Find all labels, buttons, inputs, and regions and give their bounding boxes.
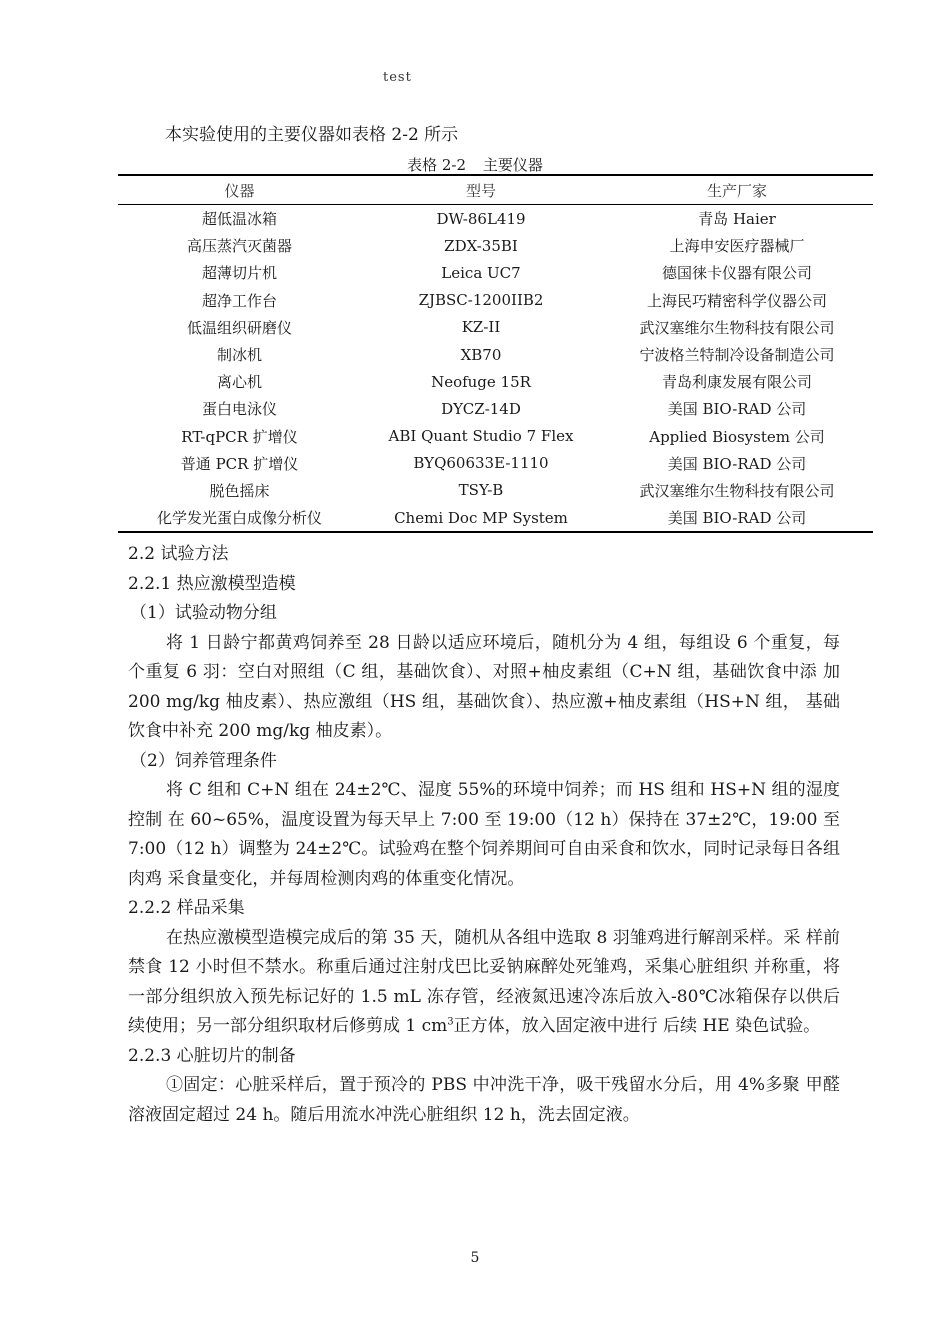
page-header: test <box>383 70 412 85</box>
table-row <box>118 341 873 368</box>
manufacturer-cell: 美国 BIO-RAD 公司 <box>601 504 873 532</box>
table-caption <box>0 154 950 175</box>
paragraph-fixation: ①固定：心脏采样后，置于预冷的 PBS 中冲洗干净，吸干残留水分后，用 4%多聚 甲醛溶液固定超过 24 h。随后用流水冲洗心脏组织 12 h，洗去固定液。 <box>128 1075 840 1125</box>
column-header-manufacturer: 生产厂家 <box>601 175 873 205</box>
paragraph-sample-collection <box>128 924 840 1042</box>
table-row <box>118 287 873 314</box>
model-cell: KZ-II <box>461 318 501 337</box>
instrument-cell: 离心机 <box>216 373 262 392</box>
instrument-cell: 制冰机 <box>216 346 262 365</box>
model-cell: Leica UC7 <box>441 263 521 282</box>
instrument-cell: 普通 PCR 扩增仪 <box>180 454 299 473</box>
manufacturer-cell: 武汉塞维尔生物科技有限公司 <box>639 481 835 500</box>
table-row <box>118 232 873 259</box>
section-heading-2-2: 2.2 试验方法 <box>128 544 229 564</box>
table-body <box>118 205 873 533</box>
model-cell: Chemi Doc MP System <box>361 504 601 532</box>
instrument-cell: RT-qPCR 扩增仪 <box>181 427 298 446</box>
model-cell: ZDX-35BI <box>444 236 518 255</box>
model-cell: DYCZ-14D <box>441 399 521 418</box>
paragraph-feeding-conditions: 将 C 组和 C+N 组在 24±2℃、湿度 55%的环境中饲养；而 HS 组和 HS+N 组的湿度控制 在 60~65%，温度设置为每天早上 7:00 至 19:00（12 h）保持在 37±2℃，19:00 至 7:00（12 h）调整为 24±2℃。试验鸡在整个饲养期间可自由采食和饮水，同时记录每日各组肉鸡 采食量变化，并每周检测肉鸡的体重变化情况。 <box>128 780 840 889</box>
section-heading-2-2-1: 2.2.1 热应激模型造模 <box>128 573 296 594</box>
section-heading-2-2-2: 2.2.2 样品采集 <box>128 898 245 918</box>
manufacturer-cell: 青岛 Haier <box>698 210 776 229</box>
section-heading-2-2-3: 2.2.3 心脏切片的制备 <box>128 1045 296 1066</box>
instrument-cell: 高压蒸汽灭菌器 <box>186 237 292 256</box>
superscript-cube: 3 <box>447 1016 454 1028</box>
model-cell: ZJBSC-1200IIB2 <box>418 291 544 310</box>
document-body <box>128 540 840 1130</box>
model-cell: XB70 <box>460 345 502 364</box>
model-cell: TSY-B <box>458 481 504 500</box>
instrument-cell: 化学发光蛋白成像分析仪 <box>118 504 361 532</box>
table-row <box>118 504 873 532</box>
table-row <box>118 314 873 341</box>
intro-sentence: 本实验使用的主要仪器如表格 2-2 所示 <box>165 125 459 145</box>
paragraph-animal-grouping: 将 1 日龄宁都黄鸡饲养至 28 日龄以适应环境后，随机分为 4 组，每组设 6 个重复，每 个重复 6 羽：空白对照组（C 组，基础饮食）、对照+柚皮素组（C+N 组，基础饮食中添 加 200 mg/kg 柚皮素）、热应激组（HS 组，基础饮食）、热应激+柚皮素组（HS+N 组， 基础饮食中补充 200 mg/kg 柚皮素）。 <box>128 632 840 741</box>
model-cell: ABI Quant Studio 7 Flex <box>388 427 574 446</box>
table-caption-number: 表格 2-2 <box>407 156 467 174</box>
instrument-cell: 超薄切片机 <box>201 264 277 283</box>
table-header-row <box>118 175 873 205</box>
model-cell: BYQ60633E-1110 <box>413 454 549 473</box>
table-row <box>118 205 873 233</box>
instrument-cell: 超净工作台 <box>201 291 277 310</box>
manufacturer-cell: 德国徕卡仪器有限公司 <box>661 264 812 283</box>
table-row <box>118 477 873 504</box>
table-row <box>118 450 873 477</box>
manufacturer-cell: 上海民巧精密科学仪器公司 <box>646 291 827 310</box>
instrument-cell: 低温组织研磨仪 <box>186 318 292 337</box>
model-cell: Neofuge 15R <box>431 372 531 391</box>
instrument-cell: 脱色摇床 <box>209 481 270 500</box>
sample-collection-text-b: 正方体，放入固定液中进行 后续 HE 染色试验。 <box>453 1016 821 1036</box>
subheading-feeding-conditions: （2）饲养管理条件 <box>130 750 277 771</box>
table-row <box>118 368 873 395</box>
table-row <box>118 395 873 422</box>
sample-collection-text-a: 在热应激模型造模完成后的第 35 天，随机从各组中选取 8 羽雏鸡进行解剖采样。采 样前禁食 12 小时但不禁水。称重后通过注射戊巴比妥钠麻醉处死雏鸡，采集心脏组织 并称重，将一部分组织放入预先标记好的 1.5 mL 冻存管，经液氮迅速冷冻后放入-80℃冰箱保存以供后续使用；另一部分组织取材后修剪成 1 cm <box>128 927 840 1036</box>
table-caption-title: 主要仪器 <box>482 156 543 174</box>
page-number: 5 <box>470 1250 480 1266</box>
manufacturer-cell: 上海申安医疗器械厂 <box>669 237 805 256</box>
table-row <box>118 259 873 286</box>
instrument-cell: 超低温冰箱 <box>201 210 277 229</box>
instrument-table <box>118 174 873 533</box>
instrument-cell: 蛋白电泳仪 <box>201 400 277 419</box>
column-header-instrument: 仪器 <box>118 175 361 205</box>
manufacturer-cell: 美国 BIO-RAD 公司 <box>667 400 807 419</box>
subheading-animal-grouping: （1）试验动物分组 <box>130 603 277 623</box>
manufacturer-cell: 宁波格兰特制冷设备制造公司 <box>639 346 835 365</box>
manufacturer-cell: Applied Biosystem 公司 <box>649 427 825 446</box>
manufacturer-cell: 武汉塞维尔生物科技有限公司 <box>639 318 835 337</box>
model-cell: DW-86L419 <box>436 209 526 228</box>
manufacturer-cell: 美国 BIO-RAD 公司 <box>667 454 807 473</box>
table-row <box>118 423 873 450</box>
manufacturer-cell: 青岛利康发展有限公司 <box>661 373 812 392</box>
column-header-model: 型号 <box>361 175 601 205</box>
